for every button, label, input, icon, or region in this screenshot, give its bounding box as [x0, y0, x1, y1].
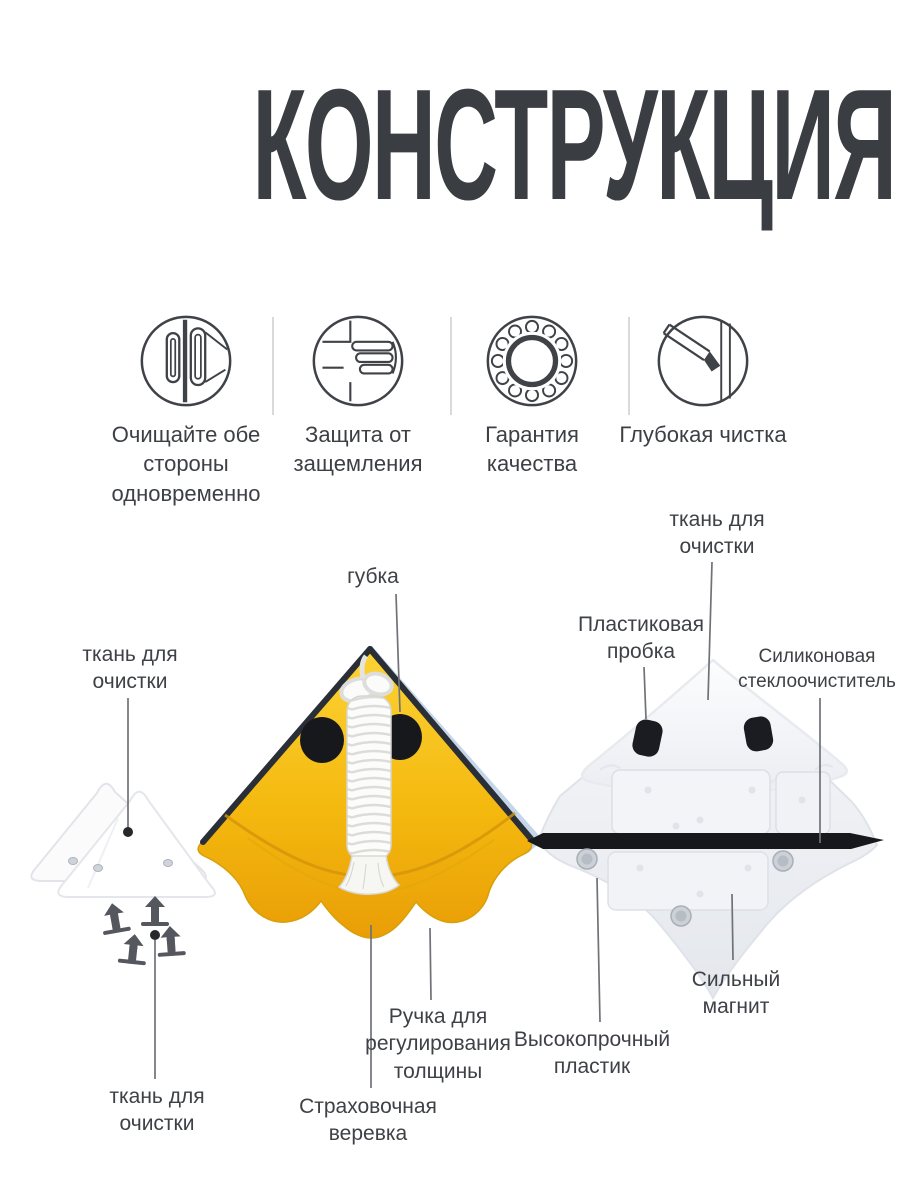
feature-caption: Глубокая чистка: [619, 422, 787, 447]
magnet-line: [732, 894, 733, 960]
magnet-panel-upper: [612, 770, 770, 834]
label-plastic-plug: Пластиковая пробка: [578, 613, 704, 664]
sponge-hole-left: [300, 717, 344, 763]
page-title-text: КОНСТРУКЦИЯ: [252, 57, 896, 233]
label-safety-rope: Страховочная веревка: [299, 1095, 437, 1146]
silicone-wiper-blade: [527, 833, 884, 849]
label-thickness-handle: Ручка для регулирования толщины: [365, 1005, 511, 1083]
plug-line: [644, 667, 646, 719]
label-sponge: губка: [347, 565, 399, 588]
feature-caption: Защита от защемления: [293, 422, 423, 477]
feature-caption: Гарантия качества: [485, 422, 579, 477]
pointer-dot: [150, 930, 160, 940]
cloth-pads-illustration: [31, 784, 215, 897]
feature-caption: Очищайте обе стороны одновременно: [111, 422, 261, 506]
yellow-cleaner-illustration: [198, 646, 543, 938]
magnet-back-illustration: [527, 660, 884, 998]
label-cleaning-cloth-bottom: ткань для очистки: [109, 1085, 205, 1136]
pointer-dot: [123, 827, 133, 837]
label-strong-magnet: Сильный магнит: [691, 968, 781, 1019]
magnet-panel-lower: [608, 852, 768, 910]
plastic-line: [597, 878, 600, 1022]
label-silicone-wiper: Силиконовая стеклоочиститель: [738, 646, 896, 692]
label-high-strength-plastic: Высокопрочный пластик: [513, 1028, 671, 1079]
fastener-pins-illustration: [98, 896, 186, 965]
label-cleaning-cloth-left: ткань для очистки: [82, 643, 178, 694]
handle-line: [430, 928, 431, 1000]
label-cleaning-cloth-top: ткань для очистки: [669, 508, 765, 559]
